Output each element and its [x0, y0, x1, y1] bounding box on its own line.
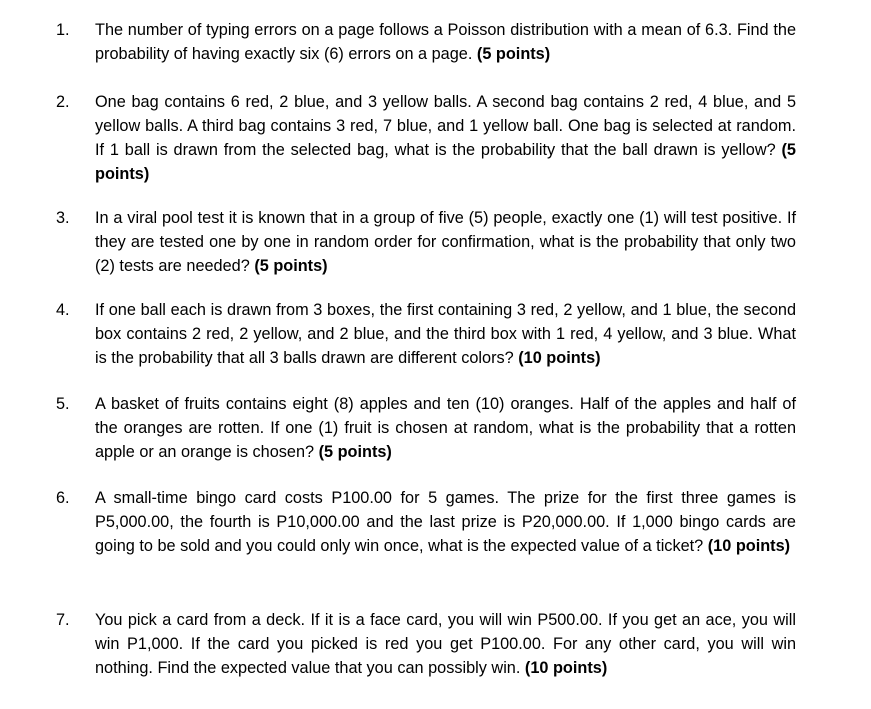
question-points: (5 points): [95, 141, 796, 183]
question-number: 2.: [56, 93, 70, 111]
question-item: [56, 608, 796, 680]
question-text-block: [95, 90, 796, 186]
question-text-block: [95, 18, 796, 66]
question-item: [56, 486, 796, 558]
question-text-block: [95, 608, 796, 680]
question-points: (10 points): [524, 659, 608, 677]
question-item: [56, 298, 796, 370]
question-text: The number of typing errors on a page follows a Poisson distribution with a mean of 6.3. Find the probability of having exactly six (6) errors on a page.: [95, 21, 796, 63]
question-item: [56, 18, 796, 66]
question-item: [56, 392, 796, 464]
question-item: [56, 90, 796, 186]
question-text-block: [95, 486, 796, 558]
question-number: 1.: [56, 21, 70, 39]
question-number: 5.: [56, 395, 70, 413]
question-text: A basket of fruits contains eight (8) apples and ten (10) oranges. Half of the apples and half of the oranges are rotten. If one (1) fruit is chosen at random, what is the probability that a rotten apple or an orange is chosen?: [95, 395, 796, 461]
question-text: A small-time bingo card costs P100.00 for 5 games. The prize for the first three games is P5,000.00, the fourth is P10,000.00 and the last prize is P20,000.00. If 1,000 bingo cards are going to be sold and you could only win once, what is the expected value of a ticket?: [95, 489, 796, 555]
question-text: One bag contains 6 red, 2 blue, and 3 yellow balls. A second bag contains 2 red, 4 blue, and 5 yellow balls. A third bag contains 3 red, 7 blue, and 1 yellow ball. One bag is selected at random. If 1 ball is drawn from the selected bag, what is the probability that the ball drawn is yellow?: [95, 93, 796, 159]
question-number: 7.: [56, 611, 70, 629]
question-number: 6.: [56, 489, 70, 507]
question-number: 4.: [56, 301, 70, 319]
question-text-block: [95, 206, 796, 278]
question-text: In a viral pool test it is known that in a group of five (5) people, exactly one (1) will test positive. If they are tested one by one in random order for confirmation, what is the probability that only two (2) tests are needed?: [95, 209, 796, 275]
question-points: (5 points): [254, 257, 328, 275]
question-text: You pick a card from a deck. If it is a face card, you will win P500.00. If you get an ace, you will win P1,000. If the card you picked is red you get P100.00. For any other card, you will win nothing. Find the expected value that you can possibly win.: [95, 611, 796, 677]
question-points: (10 points): [518, 349, 601, 367]
question-text-block: [95, 298, 796, 370]
question-item: [56, 206, 796, 278]
question-text-block: [95, 392, 796, 464]
question-points: (5 points): [318, 443, 392, 461]
question-points: (5 points): [476, 45, 551, 63]
question-text: If one ball each is drawn from 3 boxes, the first containing 3 red, 2 yellow, and 1 blue, the second box contains 2 red, 2 yellow, and 2 blue, and the third box with 1 red, 4 yellow, and 3 blue. What is the probability that all 3 balls drawn are different colors?: [95, 301, 796, 367]
question-points: (10 points): [707, 537, 791, 555]
question-number: 3.: [56, 209, 70, 227]
